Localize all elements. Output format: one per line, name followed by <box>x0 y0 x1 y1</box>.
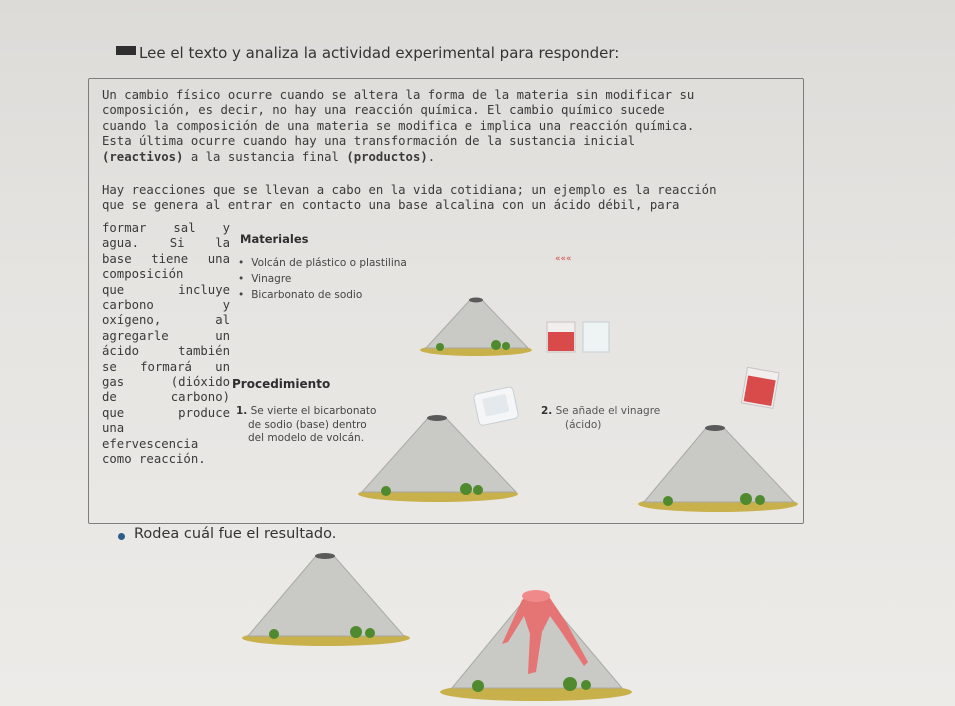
vinegar-liquid <box>744 376 776 406</box>
volcano-cone <box>426 300 528 348</box>
bush <box>460 483 472 495</box>
intro-text: . <box>427 149 436 164</box>
bush <box>365 628 375 638</box>
material-item: • Volcán de plástico o plastilina <box>238 256 407 272</box>
intro-line: Un cambio físico ocurre cuando se altera la forma de la materia sin modificar su <box>102 88 695 102</box>
volcano-cone <box>644 428 794 502</box>
bush <box>563 677 577 691</box>
side-line: efervescencia <box>102 436 199 451</box>
side-line: agua. Si la <box>102 236 230 251</box>
question-text: Rodea cuál fue el resultado. <box>134 526 337 542</box>
volcano-cone <box>248 556 404 636</box>
question-bullet <box>118 533 125 540</box>
step-text: de sodio (base) dentro <box>248 418 367 431</box>
example-paragraph <box>102 183 788 214</box>
glass <box>583 322 609 352</box>
side-paragraph <box>102 221 230 468</box>
side-line: como reacción. <box>102 452 206 467</box>
volcano-step1-illustration <box>356 412 522 506</box>
bush <box>472 680 484 692</box>
step-text: Se añade el vinagre <box>555 405 661 417</box>
side-line: de carbono) <box>102 390 230 405</box>
side-line: agregarle un <box>102 328 230 343</box>
bush <box>755 495 765 505</box>
procedure-title: Procedimiento <box>232 377 331 391</box>
material-item: • Vinagre <box>238 272 407 288</box>
vinegar-liquid <box>548 332 574 351</box>
result-option-eruption[interactable] <box>438 582 634 706</box>
materials-title: Materiales <box>240 232 309 246</box>
intro-paragraph <box>102 88 788 165</box>
side-line: formar sal y <box>102 221 230 235</box>
vinegar-cup-icon <box>738 366 784 412</box>
volcano-crater <box>705 425 725 431</box>
bush <box>663 496 673 506</box>
intro-text: a la sustancia final <box>183 149 347 164</box>
activity-heading: Lee el texto y analiza la actividad experimental para responder: <box>139 44 620 62</box>
bush <box>473 485 483 495</box>
volcano-crater <box>469 298 483 303</box>
bush <box>502 342 510 350</box>
result-option-no-reaction[interactable] <box>240 550 412 650</box>
volcano-cone <box>362 418 516 492</box>
side-line: se formará un <box>102 359 230 374</box>
step-number: 1. <box>236 405 248 417</box>
bush <box>269 629 279 639</box>
step-number: 2. <box>541 405 553 417</box>
side-line: ácido también <box>102 344 230 359</box>
vinegar-glasses-icon <box>545 318 615 356</box>
side-line: una <box>102 421 125 436</box>
bush <box>381 486 391 496</box>
reactivos-term: (reactivos) <box>102 149 184 164</box>
side-line: que incluye <box>102 282 230 297</box>
side-line: gas (dióxido <box>102 375 230 390</box>
productos-term: (productos) <box>346 149 428 164</box>
volcano-crater <box>315 553 335 559</box>
step-text: Se vierte el bicarbonato <box>250 405 377 417</box>
step-text: (ácido) <box>565 418 602 431</box>
bush <box>740 493 752 505</box>
example-line: que se genera al entrar en contacto una base alcalina con un ácido débil, para <box>102 198 680 213</box>
bush <box>581 680 591 690</box>
volcano-step2-illustration <box>636 424 802 516</box>
side-line: base tiene una <box>102 251 230 266</box>
intro-line-last <box>102 150 788 165</box>
intro-line: composición, es decir, no hay una reacción química. El cambio químico sucede <box>102 103 665 118</box>
side-line: que produce <box>102 405 230 420</box>
volcano-model-illustration <box>418 292 538 360</box>
bush <box>436 343 444 351</box>
side-line: oxígeno, al <box>102 313 230 328</box>
decorative-mark: ««« <box>555 254 572 264</box>
intro-line: Esta última ocurre cuando hay una transformación de la sustancia inicial <box>102 134 636 149</box>
side-line: carbono y <box>102 298 230 313</box>
material-item: • Bicarbonato de sodio <box>238 288 407 304</box>
bush <box>491 340 501 350</box>
side-line: composición <box>102 267 184 282</box>
bush <box>350 626 362 638</box>
intro-line: cuando la composición de una materia se modifica e implica una reacción química. <box>102 118 695 133</box>
materials-list <box>238 256 407 303</box>
item-number-marker <box>116 46 136 55</box>
lava-eruption <box>522 590 550 602</box>
example-line: Hay reacciones que se llevan a cabo en la vida cotidiana; un ejemplo es la reacción <box>102 183 717 197</box>
step-text: del modelo de volcán. <box>248 432 365 444</box>
volcano-crater <box>427 415 447 421</box>
